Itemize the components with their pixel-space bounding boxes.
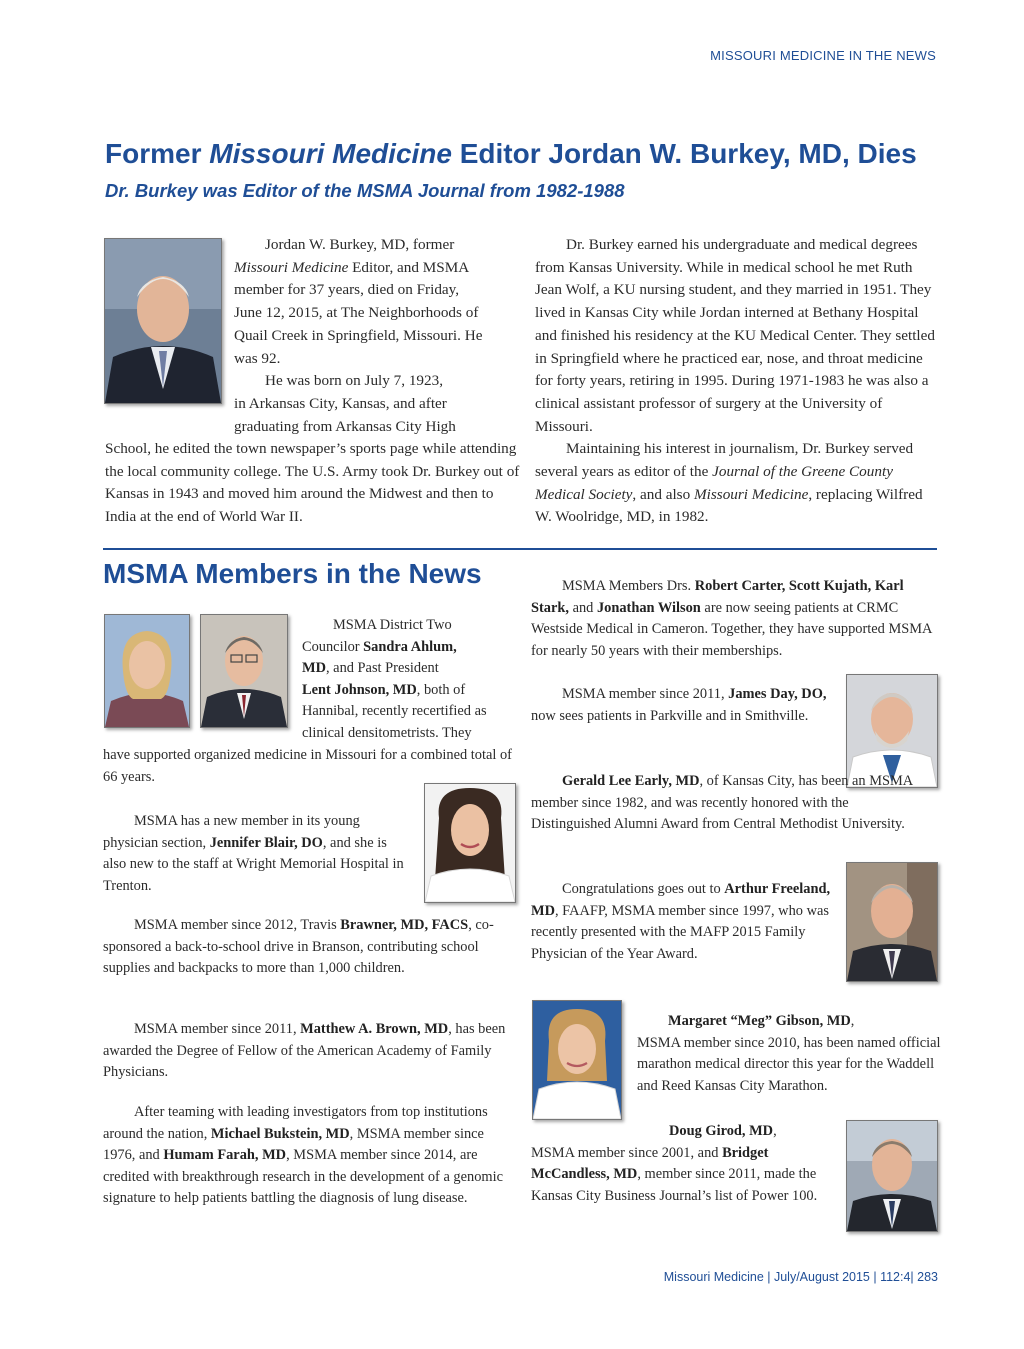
news-paragraph: MSMA member since 2010, has been named official marathon medical director this year for the Waddell and Reed Kansas City Marathon. xyxy=(637,1034,941,1094)
news-blair xyxy=(103,811,408,897)
article-line: Quail Creek in Springfield, Missouri. He xyxy=(234,326,483,344)
news-line: MD, and Past President xyxy=(302,660,439,677)
article-left-rest: School, he edited the town newspaper’s sports page while attending the local community college. The U.S. Army took Dr. Burkey out of Kansas in 1943 and moved him around the Midwest and then to India at the end of World War II. xyxy=(105,440,520,526)
section-divider xyxy=(103,548,937,550)
section-label: MISSOURI MEDICINE IN THE NEWS xyxy=(710,48,936,63)
article-line: member for 37 years, died on Friday, xyxy=(234,281,460,299)
article-paragraph: Dr. Burkey earned his undergraduate and medical degrees from Kansas University. While in medical school he met Ruth Jean Wolf, a KU nursing student, and they married in 1951. They lived in Kansas City while Jordan interned at Bethany Hospital and finished his residency at the KU Medical Center. They settled in Springfield where he practiced ear, nose, and throat medicine for forty years, retiring in 1995. During 1971-1983 he was also a clinical assistant professor of surgery at the University of Missouri. xyxy=(535,236,935,435)
article-paragraph: Maintaining his interest in journalism, Dr. Burkey served several years as editor of the Journal of the Greene County Medical Society, and also Missouri Medicine, replacing Wilfred W. Woolridge, MD, in 1982. xyxy=(535,440,923,526)
girod-photo xyxy=(846,1120,938,1232)
news-line: Hannibal, recently recertified as xyxy=(302,703,487,720)
news-gibson xyxy=(637,1011,942,1097)
news-paragraph: MSMA has a new member in its young physician section, Jennifer Blair, DO, and she is also new to the staff at Wright Memorial Hospital in Trenton. xyxy=(103,813,404,894)
ahlum-photo xyxy=(104,614,190,728)
news-paragraph: Congratulations goes out to Arthur Freeland, MD, FAAFP, MSMA member since 1997, who was recently presented with the MAFP 2015 Family Physician of the Year Award. xyxy=(531,881,831,962)
news-paragraph: Gerald Lee Early, MD, of Kansas City, has been an MSMA member since 1982, and was recently honored with the Distinguished Alumni Award from Central Methodist University. xyxy=(531,773,913,833)
portrait-image xyxy=(533,1001,621,1119)
news-brown xyxy=(103,1019,515,1084)
news-day xyxy=(531,684,836,727)
news-carter xyxy=(531,576,941,662)
blair-photo xyxy=(424,783,516,903)
portrait-image xyxy=(105,615,189,727)
portrait-image xyxy=(847,863,937,981)
news-paragraph: MSMA Members Drs. Robert Carter, Scott Kujath, Karl Stark, and Jonathan Wilson are now seeing patients at CRMC Westside Medical in Cameron. Together, they have supported MSMA for nearly 50 years with their memberships. xyxy=(531,578,932,659)
article-line: was 92. xyxy=(234,349,281,367)
news-line: Councilor Sandra Ahlum, xyxy=(302,638,457,655)
portrait-image xyxy=(105,239,221,403)
johnson-photo xyxy=(200,614,288,728)
article-subtitle: Dr. Burkey was Editor of the MSMA Journal from 1982-1988 xyxy=(105,180,625,201)
portrait-image xyxy=(847,1121,937,1231)
article-left-wrap xyxy=(234,234,524,438)
news-line: MSMA District Two xyxy=(333,617,452,633)
article-line: Jordan W. Burkey, MD, former xyxy=(265,236,455,253)
gibson-photo xyxy=(532,1000,622,1120)
article-title: Former Missouri Medicine Editor Jordan W. Burkey, MD, Dies xyxy=(105,138,917,169)
news-line: Lent Johnson, MD, both of xyxy=(302,681,466,698)
portrait-image xyxy=(425,784,515,902)
article-right xyxy=(535,234,937,529)
news-brawner xyxy=(103,915,515,980)
news-early xyxy=(531,771,931,836)
article-line: graduating from Arkansas City High xyxy=(234,417,456,435)
news-bukstein xyxy=(103,1102,515,1210)
article-line: He was born on July 7, 1923, xyxy=(265,372,444,390)
portrait-image xyxy=(201,615,287,727)
freeland-photo xyxy=(846,862,938,982)
news-line: clinical densitometrists. They xyxy=(302,724,472,741)
news-ahlum-lines xyxy=(302,615,517,745)
news-ahlum-rest: have supported organized medicine in Missouri for a combined total of 66 years. xyxy=(103,747,512,785)
article-line: June 12, 2015, at The Neighborhoods of xyxy=(234,304,479,322)
news-paragraph: MSMA member since 2012, Travis Brawner, MD, FACS, co-sponsored a back-to-school drive in Branson, contributing school supplies and backpacks to more than 1,000 children. xyxy=(103,917,494,977)
news-paragraph: After teaming with leading investigators from top institutions around the nation, Michael Bukstein, MD, MSMA member since 1976, and Humam Farah, MD, MSMA member since 2014, are credited with breakthrough research in the development of a genomic signature to help patients battling the diagnosis of lung disease. xyxy=(103,1104,503,1207)
news-paragraph: MSMA member since 2011, James Day, DO, now sees patients in Parkville and in Smithville. xyxy=(531,686,827,724)
article-line: in Arkansas City, Kansas, and after xyxy=(234,394,447,412)
news-title: MSMA Members in the News xyxy=(103,558,482,589)
news-paragraph: MSMA member since 2001, and Bridget McCandless, MD, member since 2011, made the Kansas City Business Journal’s list of Power 100. xyxy=(531,1144,818,1204)
news-freeland xyxy=(531,879,831,965)
burkey-photo xyxy=(104,238,222,404)
news-line: Margaret “Meg” Gibson, MD, xyxy=(668,1013,855,1029)
news-paragraph: MSMA member since 2011, Matthew A. Brown, MD, has been awarded the Degree of Fellow of the American Academy of Family Physicians. xyxy=(103,1021,506,1081)
news-line: Doug Girod, MD, xyxy=(669,1123,777,1139)
page-footer: Missouri Medicine | July/August 2015 | 112:4| 283 xyxy=(663,1270,938,1284)
news-girod xyxy=(531,1121,841,1207)
article-line: Missouri Medicine Editor, and MSMA xyxy=(234,258,470,276)
